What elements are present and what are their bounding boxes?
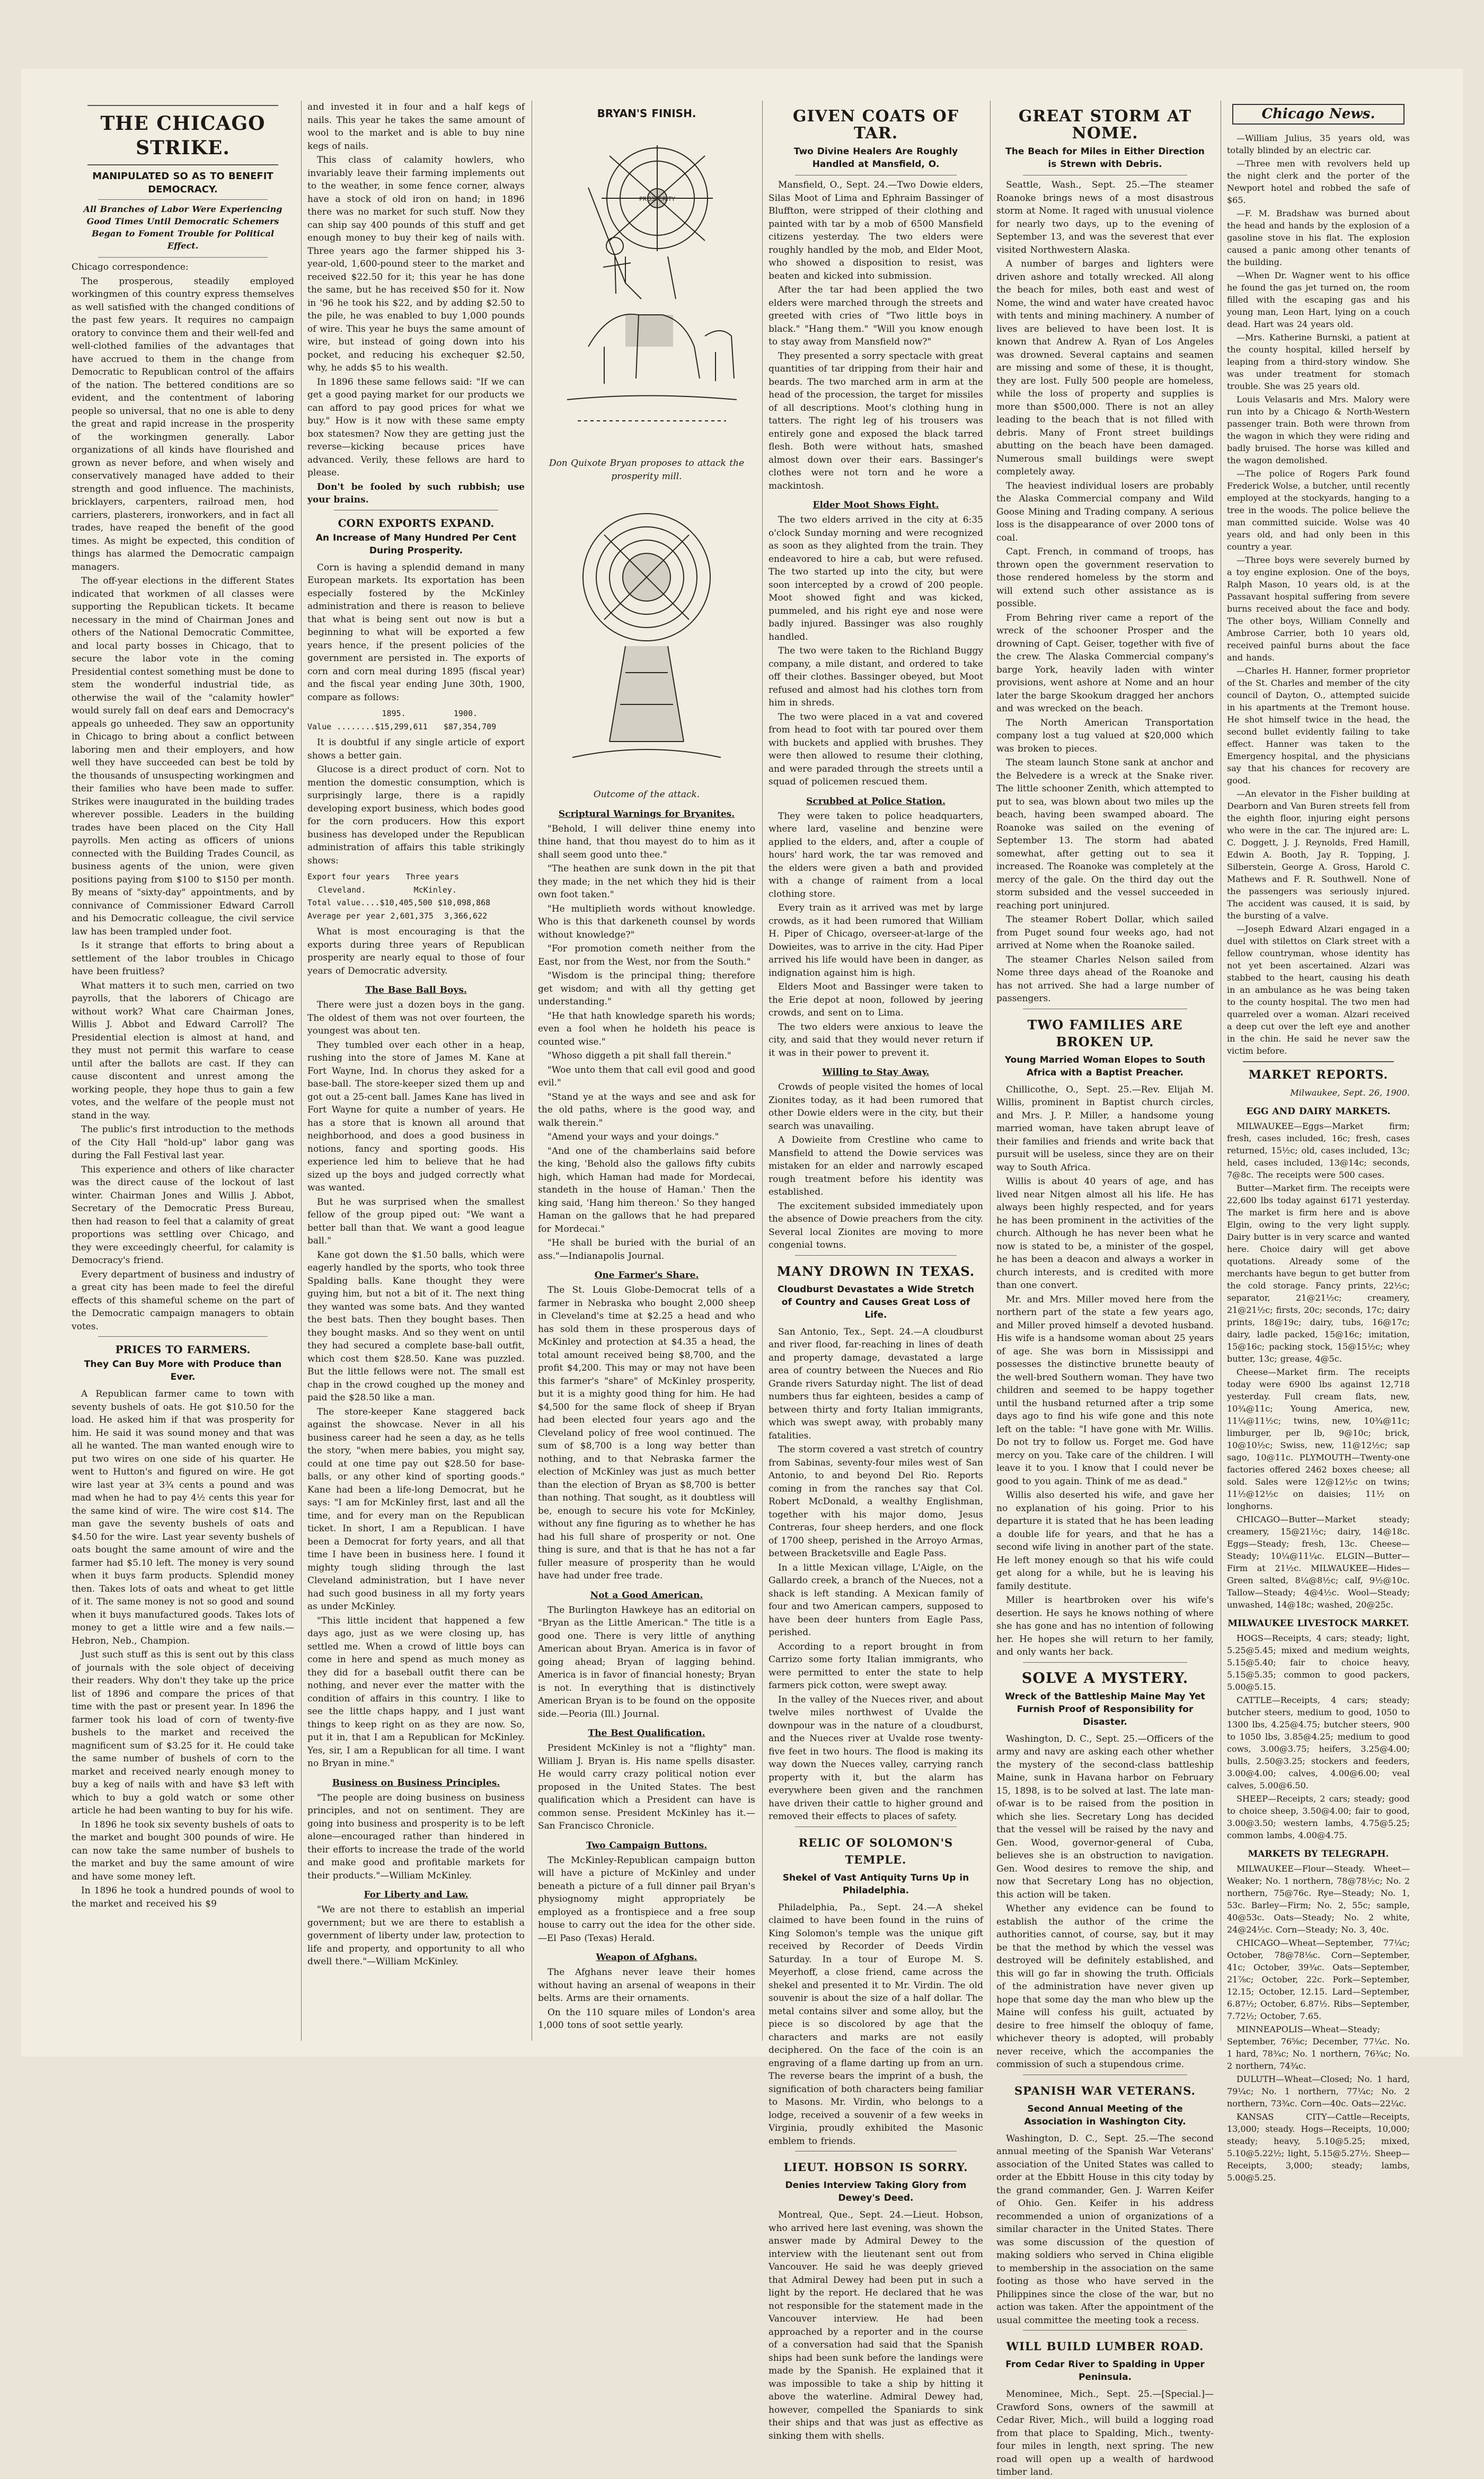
column-5 [996, 101, 1214, 2477]
market-item: SHEEP—Receipts, 2 cars; steady; good to choice sheep, 3.50@4.00; fair to good, 3.00@3.50; western lambs, 4.75@5.25; common lambs, 4.00@4.75. [1227, 1794, 1410, 1840]
subhead-spanish: Second Annual Meeting of the Association in Washington City. [1024, 2103, 1186, 2127]
column-rule [990, 101, 991, 2041]
paragraph: A number of barges and lighters were driven ashore and totally wrecked. All along the beach for miles, both east and west of Nome, the wind and water have created havoc with tents and mining machinery. A number of lives are believed to have been lost. It is known that Andrew A. Ryan of Los Angeles was drowned. Several captains and seamen are missing and some of these, it is thought, they are lost. Fully 500 people are homeless, while the loss of property and supplies is more than $500,000. There is not an alley leading to the beach that is not filled with debris. Many of Front street buildings abutting on the beach have been damaged. Numerous small buildings were swept completely away. [996, 259, 1214, 477]
subhead-shekel: Shekel of Vast Antiquity Turns Up in Philadelphia. [782, 1872, 969, 1896]
paragraph: President McKinley is not a "flighty" man. William J. Bryan is. His name spells disaster. He would carry crazy political notion ever proposed in the United States. The best qualification which a President can have is common sense. President McKinley has it.—San Francisco Chronicle. [538, 1743, 755, 1831]
paragraph: What matters it to such men, carried on two payrolls, that the laborers of Chicago are without work? What care Chairman Jones, Willis J. Abbot and Edward Carroll? The Presidential election is almost at hand, and they must not permit this warfare to cease until after the ballots are cast. If they can cause discontent and unrest among the working people, they hope thus to gain a few votes, and the welfare of the people must not stand in the way. [72, 980, 294, 1121]
heading-scriptural-warnings: Scriptural Warnings for Bryanites. [558, 808, 735, 819]
headline-chicago-strike: THE CHICAGO STRIKE. [100, 112, 266, 159]
paragraph: The storm covered a vast stretch of country from Sabinas, seventy-four miles west of San Antonio, to and beyond Del Rio. Reports coming in from the ranches say that Col. Robert McDonald, a wealthy Englishman, together with his major domo, Jesus Contreras, four sheep herders, and one flock of 1700 sheep, perished in the Arroyo Armas, between Bracketsville and Eagle Pass. [768, 1444, 983, 1559]
market-item: Butter—Market firm. The receipts were 22,600 lbs today against 6171 yesterday. The market is firm here and is above Elgin, owing to the very light supply. Dairy butter is in very scarce and wanted here. Choice dairy will get above quotations. Already some of the merchants have begun to get butter from the cold storage. Fancy prints, 22½c; separator, 21@21½c; creamery, 21@21½c; firsts, 20c; seconds, 17c; dairy prints, 18@19c; dairy, tubs, 16@17c; dairy, ladle packed, 15@16c; imitation, 15@16c; packing stock, 15@15½c; whey butter, 13c; grease, 4@5c. [1227, 1183, 1410, 1364]
headline-lumber-road: WILL BUILD LUMBER ROAD. [1006, 2340, 1204, 2353]
paragraph: There were just a dozen boys in the gang. The oldest of them was not over fourteen, the youngest was about ten. [307, 1000, 525, 1036]
mill-label: PROSPERITY [639, 196, 675, 202]
paragraph: This class of calamity howlers, who invariably leave their farming implements out to the weather, in some fence corner, always have a stock of old iron on hand; in 1896 there was no market for such stuff. Now they can ship say 400 pounds of this stuff and get enough money to buy their keg of nails with. Three years ago the farmer shipped his 3-year-old, 1,600-pound steer to the market and received $22.50 for it; this year he has done the same, but he has received $50 for it. Now in '96 he took his $22, and by adding $2.50 to the pile, he was enabled to buy 1,000 pounds of wire. This year he buys the same amount of wire, but instead of going down into his pocket, and reducing his exchequer $2.50, why, he adds $5 to his wealth. [307, 155, 525, 373]
deck-rule [98, 257, 268, 258]
paragraph: After the tar had been applied the two elders were marched through the streets and greeted with cries of "Two little boys in black." "Hang them." "Will you know enough to stay away from Mansfield now?" [768, 285, 983, 347]
headline-coats-of-tar: GIVEN COATS OF TAR. [792, 107, 959, 143]
headline-many-drown: MANY DROWN IN TEXAS. [776, 1263, 975, 1279]
column-2 [307, 101, 525, 2041]
paragraph: Mansfield, O., Sept. 24.—Two Dowie elders, Silas Moot of Lima and Ephraim Bassinger of Bluffton, were stripped of their clothing and painted with tar by a mob of 6500 Mansfield citizens yesterday. The two elders were roughly handled by the mob, and Elder Moot, who showed a disposition to resist, was beaten and kicked into submission. [768, 180, 983, 281]
paragraph: Capt. French, in command of troops, has thrown open the government reservation to those rendered homeless by the storm and will extend such other assistance as is possible. [996, 546, 1214, 609]
subhead-elopes: Young Married Woman Elopes to South Africa with a Baptist Preacher. [1004, 1054, 1206, 1078]
headline-hobson: LIEUT. HOBSON IS SORRY. [783, 2160, 968, 2174]
paragraph: What is most encouraging is that the exports during three years of Republican prosperity are nearly equal to those of four years of Democratic adversity. [307, 927, 525, 976]
paragraph: The public's first introduction to the methods of the City Hall "hold-up" labor gang was during the Fall Festival last year. [72, 1124, 294, 1161]
subhead-cloudburst: Cloudburst Devastates a Wide Stretch of Country and Causes Great Loss of Life. [778, 1284, 974, 1320]
paragraph: "He that hath knowledge spareth his words; even a fool when he holdeth his peace is counted wise." [538, 1010, 755, 1047]
paragraph: Menominee, Mich., Sept. 25.—[Special.]—Crawford Sons, owners of the sawmill at Cedar River, Mich., will build a logging road from that place to Spalding, Mich., twenty-four miles in length, next spring. The new road will open up a wealth of hardwood timber land. [996, 2389, 1214, 2477]
paragraph: Philadelphia, Pa., Sept. 24.—A shekel claimed to have been found in the ruins of King Solomon's temple was the unique gift received by Recorder of Deeds Virdin Saturday. In a tour of Europe M. S. Meyerhoff, a close friend, came across the shekel and presented it to Mr. Virdin. The old souvenir is about the size of a half dollar. The metal contains silver and some alloy, but the piece is so discolored by age that the characters and marks are not easily deciphered. On the face of the coin is an engraving of a flame darting up from an urn. The reverse bears the imprint of a bush, the signification of both characters being familiar to Masons. Mr. Virdin, who belongs to a lodge, received a souvenir of a few weeks in Virginia, proudly exhibited the Masonic emblem to friends. [768, 1902, 983, 2147]
news-item: —Joseph Edward Alzari engaged in a duel with stilettos on Clark street with a fellow countryman, whose identity has not yet been ascertained. Alzari was stabbed to the heart, causing his death in an ambulance as he was being taken to the county hospital. The two men had quarreled over a woman. Alzari received a deep cut over the left eye and another in the chin. He said he never saw the victim before. [1227, 924, 1410, 1056]
paragraph: "And one of the chamberlains said before the king, 'Behold also the gallows fifty cubits high, which Haman had made for Mordecai, standeth in the house of Haman.' Then the king said, 'Hang him thereon.' So they hanged Haman on the gallows that he had prepared for Mordecai." [538, 1145, 755, 1234]
news-item: —An elevator in the Fisher building at Dearborn and Van Buren streets fell from the eighth floor, injuring eight persons who were in the car. The injured are: L. C. Doggett, J. J. Reynolds, Fred Hamill, Edwin A. Booth, Jay R. Topping, J. Silberstein, George A. Gross, Harold C. Mathews and F. R. Southwell. None of the passengers was seriously injured. The accident was caused, it is said, by the bursting of a valve. [1227, 789, 1410, 921]
paragraph: But he was surprised when the smallest fellow of the group piped out: "We want a better ball than that. We want a good league ball." [307, 1196, 525, 1246]
paragraph: The McKinley-Republican campaign button will have a picture of McKinley and under beneath a picture of a full dinner pail Bryan's physiognomy might appropriately be employed as a frontispiece and a free soup house to carry out the idea for the other side.—El Paso (Texas) Herald. [538, 1855, 755, 1944]
column-1 [72, 101, 294, 2041]
paragraph: The steam launch Stone sank at anchor and the Belvedere is a wreck at the Snake river. The little schooner Zenith, which attempted to put to sea, was blown about two miles up the beach, having been swamped aboard. The Roanoke was sailed on the evening of September 13. The storm had abated somewhat, after getting out to sea it increased. The Roanoke was completely at the mercy of the gale. On the third day out the storm subsided and the vessel succeeded in reaching port uninjured. [996, 757, 1214, 911]
column-6 [1227, 101, 1410, 2183]
heading-best-qualification: The Best Qualification. [588, 1728, 705, 1739]
heading-egg-dairy: EGG AND DAIRY MARKETS. [1246, 1106, 1391, 1117]
paragraph: In 1896 he took six seventy bushels of oats to the market and bought 300 pounds of wire. He can now take the same number of bushels to the market and buy the same amount of wire and have some money left. [72, 1819, 295, 1882]
paragraph: Corn is having a splendid demand in many European markets. Its exportation has been especially fostered by the McKinley administration and there is reason to believe that what is being sent out now is but a beginning to what will be exported a few years hence, if the present policies of the government are persisted in. The exports of corn and corn meal during 1895 (fiscal year) and the fiscal year ending June 30th, 1900, compare as follows: [307, 562, 525, 703]
paragraph: The two were taken to the Richland Buggy company, a mile distant, and ordered to take off their clothes. Bassinger obeyed, but Moot refused and almost had his clothes torn from him in shreds. [768, 646, 983, 708]
market-item: CATTLE—Receipts, 4 cars; steady; butcher steers, medium to good, 1050 to 1300 lbs, 4.25@4.75; butcher steers, 900 to 1050 lbs, 3.85@4.25; medium to good cows, 3.00@3.75; heifers, 3.25@4.00; bulls, 2.50@3.25; stockers and feeders, 3.00@4.00; calves, 4.00@6.00; veal calves, 5.00@6.50. [1227, 1695, 1410, 1790]
paragraph: Every train as it arrived was met by large crowds, as it had been rumored that William H. Piper of Chicago, overseer-at-large of the Dowieites, was to arrive in the city. Had Piper arrived his life would have been in danger, as indignation against him is high. [768, 903, 983, 978]
headline-two-families: TWO FAMILIES ARE BROKEN UP. [1027, 1017, 1183, 1049]
news-item: —Mrs. Katherine Burnski, a patient at the county hospital, killed herself by leaping from a third-story window. She was under treatment for stomach trouble. She was 25 years old. [1227, 332, 1410, 391]
paragraph: Washington, D. C., Sept. 25.—The second annual meeting of the Spanish War Veterans' association of the United States was called to order at the Ebbitt House in this city today by the grand commander, Gen. J. Warren Keifer of Ohio. Gen. Keifer in his address recommended a union of organizations of a similar character in the United States. There was some discussion of the question of making soldiers who served in China eligible to membership in the association on the same footing as those who have served in the Philippines since the close of the war, but no action was taken. After the appointment of the usual committee the meeting took a recess. [996, 2133, 1214, 2326]
paragraph: Whether any evidence can be found to establish the author of the crime the authorities cannot, of course, say, but it may be that the method by which the vessel was destroyed will be definitely established, and this will go far in showing the truth. Officials of the administration have never given up hope that some day the man who blew up the Maine will confess his guilt, actuated by desire to free himself the obloquy of fame, whichever theory is adopted, will probably never receive, which the accompanies the commission of such a stupendous crime. [996, 1903, 1214, 2070]
paragraph: This experience and others of like character was the direct cause of the lockout of last winter. Chairman Jones and Willis J. Abbot, Secretary of the Democratic Press Bureau, then had reason to feel that a calamity of great proportions was settling over Chicago, and they were exceedingly cheerful, for calamity is Democracy's friend. [72, 1164, 294, 1266]
paragraph: Chicago correspondence: [72, 262, 189, 272]
paragraph: According to a report brought in from Carrizo some forty Italian immigrants, who were permitted to enter the state to help farmers pick cotton, were swept away. [768, 1641, 983, 1691]
paragraph: Every department of business and industry of a great city has been made to feel the direful effects of this shameful scheme on the part of the Democratic campaign managers to obtain votes. [72, 1269, 294, 1332]
cartoon-title: BRYAN'S FINISH. [597, 107, 696, 120]
paragraph: In 1896 he took a hundred pounds of wool to the market and received his $9 [72, 1885, 294, 1909]
paragraph: Washington, D. C., Sept. 25.—Officers of the army and navy are asking each other whether the mystery of the second-class battleship Maine, sunk in Havana harbor on February 15, 1898, is to be solved at last. The late man-of-war is to be raised from the position in which she lies. Secretary Long has decided that the vessel will be raised by the navy and Gen. Wood, governor-general of Cuba, believes she is an obstruction to navigation. Gen. Wood desires to remove the ship, and now that Secretary Long has no objection, this action will be taken. [996, 1733, 1214, 1900]
heading-prices-to-farmers: PRICES TO FARMERS. [115, 1343, 251, 1356]
heading-liberty-law: For Liberty and Law. [364, 1890, 469, 1900]
paragraph: The steamer Robert Dollar, which sailed from Puget sound four weeks ago, had not arrived at Nome when the Roanoke sailed. [996, 914, 1214, 951]
heading-base-ball-boys: The Base Ball Boys. [365, 985, 467, 995]
paragraph: Seattle, Wash., Sept. 25.—The steamer Roanoke brings news of a most disastrous storm at Nome. It raged with unusual violence for nearly two days, up to the evening of September 13, and was the severest that ever visited Northwestern Alaska. [996, 180, 1214, 255]
chicago-news-box: Chicago News. [1232, 104, 1404, 125]
column-4 [768, 101, 983, 2441]
paragraph: "Behold, I will deliver thine enemy into thine hand, that thou mayest do to him as it shall seem good unto thee." [538, 823, 755, 860]
paragraph: The heaviest individual losers are probably the Alaska Commercial company and Wild Goose Mining and Trading company. A serious loss is the disappearance of over 2000 tons of coal. [996, 480, 1214, 543]
paragraph: "Woe unto them that call evil good and good evil." [538, 1064, 755, 1088]
paragraph: Willis is about 40 years of age, and has lived near Nitgen almost all his life. He has always been highly respected, and for years he has been prominent in the activities of the church. Although he has never been what he now is stated to be, a minister of the gospel, he has been a deacon and always a worker in church interests, and is credited with more than one convert. [996, 1176, 1214, 1291]
paragraph: A Republican farmer came to town with seventy bushels of oats. He got $10.50 for the load. He asked him if that was prosperity for him. He said it was sound money and that was all he wanted. The man wanted enough wire to put two wires on one side of his quarter. He went to Hutton's and figured on wire. He got wire last year at 3¾ cents a pound and was mad when he had to pay 4½ cents this year for the same kind of wire. The wire cost $14. The man gave the seventy bushels of oats and $4.50 for the wire. Last year seventy bushels of oats bought the same amount of wire and the farmer had $5.10 left. The money is very sound when it buys farm products. Splendid money then. Takes lots of oats and wheat to get little of it. The same money is not so good and sound when it buys manufactured goods. Takes lots of money to get a little wire and a few nails.—Hebron, Neb., Champion. [72, 1389, 294, 1646]
paragraph: The Burlington Hawkeye has an editorial on "Bryan as the Little American." The title is a good one. There is very little of anything American about Bryan. America is in favor of going ahead; Bryan of lagging behind. America is in favor of financial honesty; Bryan is not. In everything that is distinctively American Bryan is to be found on the opposite side.—Peoria (Ill.) Journal. [538, 1604, 755, 1719]
paragraph: The two elders were anxious to leave the city, and said that they would never return if it was in their power to prevent it. [768, 1021, 983, 1058]
heading-campaign-buttons: Two Campaign Buttons. [586, 1840, 708, 1851]
heading-weapon-afghans: Weapon of Afghans. [596, 1952, 697, 1963]
news-item: —F. M. Bradshaw was burned about the head and hands by the explosion of a gasoline stove in his flat. The explosion caused a panic among other tenants of the building. [1227, 208, 1410, 267]
heading-telegraph: MARKETS BY TELEGRAPH. [1248, 1849, 1389, 1859]
caption-outcome: Outcome of the attack. [593, 789, 700, 800]
paragraph: On the 110 square miles of London's area 1,000 tons of soot settle yearly. [538, 2007, 755, 2031]
paragraph: From Behring river came a report of the wreck of the schooner Prosper and the drowning of Capt. Geiser, together with five of the crew. The Alaska Commercial company's barge York, heavily laden with winter provisions, went ashore at Nome and an hour later the barge Skookum dragged her anchors and was wrecked on the beach. [996, 612, 1214, 714]
news-item: —Charles H. Hanner, former proprietor of the St. Charles and member of the city council of Dayton, O., attempted suicide in his apartments at the Tremont house. He shot himself twice in the head, the second bullet evidently failing to take effect. Hanner was taken to the Emergency hospital, and the physicians say that his chances for recovery are good. [1227, 666, 1410, 786]
market-item: HOGS—Receipts, 4 cars; steady; light, 5.25@5.45; mixed and medium weights, 5.15@5.40; fair to choice heavy, 5.15@5.35; common to good packers, 5.00@5.15. [1227, 1633, 1410, 1692]
paragraph: Is it strange that efforts to bring about a settlement of the labor troubles in Chicago have been fruitless? [72, 940, 294, 977]
paragraph: "He multiplieth words without knowledge. Who is this that darkeneth counsel by words without knowledge?" [538, 903, 755, 940]
paragraph: "We are not there to establish an imperial government; but we are there to establish a government of liberty under law, protection to life and property, and opportunity to all who dwell there."—William McKinley. [307, 1904, 525, 1967]
corn-export-table: 1895. 1900. Value ........$15,299,611 $87,354,709 [307, 709, 497, 731]
headline-rule [87, 164, 278, 165]
subhead-lumber: From Cedar River to Spalding in Upper Peninsula. [1005, 2359, 1205, 2383]
paragraph: In a little Mexican village, L'Aigle, on the Gallardo creek, a branch of the Nueces, not a shack is left standing. A Mexican family of four and two American campers, supposed to have been deer hunters from Eagle Pass, perished. [768, 1562, 983, 1638]
market-item: DULUTH—Wheat—Closed; No. 1 hard, 79¼c; No. 1 northern, 77¼c; No. 2 northern, 73¾c. Corn—40c. Oats—22¼c. [1227, 2074, 1410, 2109]
paragraph: The Afghans never leave their homes without having an arsenal of weapons in their belts. Arms are their ornaments. [538, 1967, 755, 2004]
headline-solve-mystery: SOLVE A MYSTERY. [1021, 1670, 1189, 1687]
paragraph: Kane got down the $1.50 balls, which were eagerly handled by the sports, who took three Spalding balls. Kane thought they were guying him, but not a bit of it. The next thing they wanted was some bats. And they wanted the best bats. Then they bought bases. Then they bought masks. And so they went on until they had secured a complete base-ball outfit, which cost them $28.50. Kane was puzzled. But the little fellows were not. The small est chap in the crowd coughed up the money and paid the $28.50 like a man. [307, 1249, 525, 1403]
paragraph: "He shall be buried with the burial of an ass."—Indianapolis Journal. [538, 1238, 755, 1261]
news-item: —The police of Rogers Park found Frederick Wolse, a butcher, until recently employed at the stockyards, hanging to a tree in the woods. The police believe the man committed suicide. Wolse was 40 years old, and had only been in this country a year. [1227, 469, 1410, 552]
news-item: —Three boys were severely burned by a toy engine explosion. One of the boys, Ralph Mason, 10 years old, is at the Passavant hospital suffering from severe burns received about the face and body. The other boys, William Connelly and Ambrose Carrier, both 10 years old, received painful burns about the face and hands. [1227, 555, 1410, 663]
market-item: MINNEAPOLIS—Wheat—Steady; September, 76⅝c; December, 77¼c. No. 1 hard, 78¾c; No. 1 northern, 76¾c; No. 2 northern, 74¾c. [1227, 2024, 1410, 2071]
section-rule [1023, 1662, 1187, 1663]
heading-willing-stay-away: Willing to Stay Away. [822, 1067, 930, 1078]
market-dateline: Milwaukee, Sept. 26, 1900. [1290, 1088, 1410, 1098]
section-rule [1243, 1061, 1394, 1062]
subhead-divine-healers: Two Divine Healers Are Roughly Handled at Mansfield, O. [793, 146, 958, 170]
news-item: —Three men with revolvers held up the night clerk and the porter of the Newport hotel and robbed the safe of $65. [1227, 158, 1410, 205]
market-item: KANSAS CITY—Cattle—Receipts, 13,000; steady. Hogs—Receipts, 10,000; steady; heavy, 5.10@5.25; mixed, 5.10@5.22½; light, 5.15@5.27½. Sheep—Receipts, 3,000; steady; lambs, 5.00@5.25. [1227, 2112, 1410, 2183]
news-item: Louis Velasaris and Mrs. Malory were run into by a Chicago & North-Western passenger train. Both were thrown from the wagon in which they were riding and badly bruised. The horse was killed and the wagon demolished. [1227, 394, 1410, 465]
column-rule [762, 101, 763, 2041]
top-rule [87, 105, 278, 106]
deck-all-branches: All Branches of Labor Were Experiencing Good Times Until Democratic Schemers Began to Foment Trouble for Political Effect. [83, 204, 282, 251]
paragraph: "This little incident that happened a few days ago, just as we were closing up, has settled me. When a crowd of little boys can come in here and spend as much money as they did for a baseball outfit there can be nothing, and never ever the matter with the condition of affairs in this country. I like to see the little chaps happy, and I just want things to keep right on as they are now. So, put it in, that I am a Republican for McKinley. Yes, sir, I am a Republican for all time. I want no Bryan in mine." [307, 1615, 525, 1769]
paragraph: The North American Transportation company lost a tug valued at $20,000 which was broken to pieces. [996, 717, 1214, 754]
column-3 [538, 101, 755, 2041]
paragraph: Don't be fooled by such rubbish; use your brains. [307, 481, 525, 505]
paragraph: They tumbled over each other in a heap, rushing into the store of James M. Kane at Fort Wayne, Ind. In chorus they asked for a base-ball. The store-keeper sized them up and got out a 25-cent ball. James Kane has lived in Fort Wayne for quite a number of years. He has a store that is known all around that neighborhood, and does a good business in notions, fancy and sporting goods. His experience led him to believe that he had sized up the boys and judged correctly what was wanted. [307, 1039, 525, 1193]
paragraph: The St. Louis Globe-Democrat tells of a farmer in Nebraska who bought 2,000 sheep in Cleveland's time at $2.25 a head and who has sold them in these prosperous days of McKinley and protection at $4.35 a head, the total amount received being $8,700, and the profit $4,200. This may or may not have been this farmer's "share" of McKinley prosperity, but it is a mighty good thing for him. He had $4,500 for the same flock of sheep if Bryan had been elected four years ago and the Cleveland policy of free wool continued. The sum of $8,700 is a long way better than nothing, and to that Nebraska farmer the election of McKinley was just as much better than the election of Bryan as $8,700 is better than nothing. That sought, as it doubtless will be, enough to secure his vote for McKinley, without any fine figuring as to whether he has had his full share of prosperity or not. One thing is sure, and that is that he has not a far fuller measure of prosperity than he would have had under free trade. [538, 1285, 755, 1581]
heading-corn-exports: CORN EXPORTS EXPAND. [338, 516, 494, 530]
subhead-beach: The Beach for Miles in Either Direction is Strewn with Debris. [1005, 146, 1205, 170]
market-item: CHICAGO—Butter—Market steady; creamery, 15@21½c; dairy, 14@18c. Eggs—Steady; fresh, 13c. Cheese—Steady; 10¼@11¼c. ELGIN—Butter—Firm at 21½c. MILWAUKEE—Hides—Green salted, 8¼@8½c; calf, 9½@10c. Tallow—Steady; 4@4½c. Wool—Steady; unwashed, 14@18c; washed, 20@25c. [1227, 1514, 1410, 1610]
paragraph: Glucose is a direct product of corn. Not to mention the domestic consumption, which is surprisingly large, there is a rapidly developing export business, which bodes good for the corn producers. How this export business has developed under the Republican administration of affairs this table strikingly shows: [307, 764, 525, 866]
news-item: —William Julius, 35 years old, was totally blinded by an electric car. [1227, 133, 1410, 155]
paragraph: The steamer Charles Nelson sailed from Nome three days ahead of the Roanoke and has not arrived. She had a large number of passengers. [996, 954, 1214, 1004]
subheading-prices: They Can Buy More with Produce than Ever. [84, 1359, 282, 1382]
heading-livestock: MILWAUKEE LIVESTOCK MARKET. [1227, 1618, 1409, 1629]
section-rule [98, 1336, 268, 1337]
paragraph: San Antonio, Tex., Sept. 24.—A cloudburst and river flood, far-reaching in lines of death and property damage, devastated a large area of country between the Nueces and Rio Grande rivers Saturday night. The list of dead numbers thus far eighteen, besides a camp of between thirty and forty Italian immigrants, which was swept away, with probably many fatalities. [768, 1326, 983, 1441]
subheading-corn: An Increase of Many Hundred Per Cent During Prosperity. [315, 532, 517, 556]
paragraph: "Whoso diggeth a pit shall fall therein." [547, 1051, 731, 1061]
paragraph: They presented a sorry spectacle with great quantities of tar dripping from their hair and beards. The two marched arm in arm at the head of the procession, the target for missiles of all descriptions. Moot's clothing hung in tatters. The right leg of his trousers was entirely gone and exposed the black tarred flesh. Both were without hats, smashed almost down over their ears. Bassinger's clothes were not torn and he wore a mackintosh. [768, 350, 983, 491]
headline-relic: RELIC OF SOLOMON'S TEMPLE. [798, 1836, 953, 1866]
heading-market-reports: MARKET REPORTS. [1248, 1068, 1389, 1082]
subhead-rule [98, 199, 268, 200]
paragraph: Willis also deserted his wife, and gave her no explanation of his going. Prior to his departure it is stated that he has been leading a double life for years, and that he has a second wife living in another part of the state. He left money enough so that his wife could get along for a while, but he is leaving his family destitute. [996, 1490, 1214, 1592]
market-item: CHICAGO—Wheat—September, 77¼c; October, 78@78⅛c. Corn—September, 41c; October, 39¾c. Oats—September, 21⅞c; October, 22c. Pork—September, 12.15; October, 12.15. Lard—September, 6.87½; October, 6.87½. Ribs—September, 7.72½; October, 7.65. [1227, 1938, 1410, 2021]
heading-business-principles: Business on Business Principles. [332, 1777, 500, 1788]
news-item: —When Dr. Wagner went to his office he found the gas jet turned on, the room filled with the escaping gas and his young man, Leon Hart, lying on a couch dead. Hart was 24 years old. [1227, 270, 1410, 329]
paragraph: "Amend your ways and your doings." [547, 1132, 719, 1142]
heading-scrubbed: Scrubbed at Police Station. [806, 796, 946, 807]
paragraph: "For promotion cometh neither from the East, nor from the West, nor from the South." [538, 943, 755, 967]
paragraph: It is doubtful if any single article of export shows a better gain. [307, 737, 525, 761]
glucose-export-table: Export four years Three years Cleveland. McKinley. Total value....$10,405,500 $10,098,868 Average per year 2,601,375 3,366,622 [307, 872, 491, 921]
paragraph: "Stand ye at the ways and see and ask for the old paths, where is the good way, and walk therein." [538, 1091, 755, 1128]
paragraph: The store-keeper Kane staggered back against the showcase. Never in all his business career had he seen a day, as he tells the story, "when mere babies, you might say, could at one time pay out $28.50 for base-balls, or any other kind of sporting goods." Kane had been a life-long Democrat, but he says: "I am for McKinley first, last and all the time, and for every man on the Republican ticket. In short, I am a Republican. I have been a Democrat for forty years, and all that time I have been in business here. I found it mighty tough sliding through the last Cleveland administration, but I have never had such good business in all my forty years as under McKinley. [307, 1406, 525, 1612]
paragraph: In the valley of the Nueces river, and about twelve miles northwest of Uvalde the downpour was in the nature of a cloudburst, and the Nueces river at Uvalde rose twenty-five feet in two hours. The flood is making its way down the Nueces valley, carrying ranch property with it, but the alarm has everywhere been given and the ranchmen have driven their cattle to higher ground and removed their effects to places of safety. [768, 1694, 983, 1822]
heading-elder-moot: Elder Moot Shows Fight. [812, 500, 939, 510]
paragraph: The two were placed in a vat and covered from head to foot with tar poured over them with buckets and applied with brushes. They were then allowed to resume their clothing, and were paraded through the streets until a squad of policemen rescued them. [768, 711, 983, 787]
paragraph: The two elders arrived in the city at 6:35 o'clock Sunday morning and were recognized as soon as they alighted from the train. They endeavored to hire a cab, but were refused. The two started up into the city, but were soon intercepted by a crowd of 200 people. Moot showed fight and was kicked, pummeled, and his right eye and nose were badly injured. Bassinger was also roughly handled. [768, 515, 983, 642]
market-item: Cheese—Market firm. The receipts today were 6900 lbs against 12,718 yesterday. Full cream flats, new, 10¾@11c; Young America, new, 11¼@11½c; twins, new, 10¾@11c; limburger, per lb, 9@10c; brick, 10@10½c; Swiss, new, 11@12½c; sap sago, 10@11c. PLYMOUTH—Twenty-one factories offered 2462 boxes cheese; all sold. Sales were 12@12½c on twins; 11½@12½c on daisies; 11½ on longhorns. [1227, 1367, 1410, 1511]
subhead-hobson: Denies Interview Taking Glory from Dewey's Deed. [785, 2180, 967, 2203]
paragraph: They were taken to police headquarters, where lard, vaseline and benzine were applied to the elders, and, after a couple of hours' hard work, the tar was removed and the elders were given a bath and provided with a change of raiment from a local clothing store. [768, 810, 983, 899]
heading-one-farmers-share: One Farmer's Share. [594, 1270, 699, 1281]
cartoon-outcome-illustration [546, 487, 747, 784]
section-rule [795, 1255, 957, 1256]
paragraph: Just such stuff as this is sent out by this class of journals with the sole object of deceiving their readers. Why don't they take up the price list of 1896 and compare the prices of that time with the past or present year. In 1896 the farmer took his load of corn of twenty-five bushels to the market and received the magnificent sum of $3.25 for it. He could take the same number of bushels of corn to the market and received nearly enough money to buy a keg of nails with and have $3 left with which to buy a gold watch or some other article he had been wanting to buy for his wife. [72, 1649, 294, 1816]
paragraph: Elders Moot and Bassinger were taken to the Erie depot at noon, followed by jeering crowds, and sent on to Lima. [768, 982, 983, 1018]
subhead-manipulated: MANIPULATED SO AS TO BENEFIT DEMOCRACY. [92, 171, 273, 195]
paragraph: The excitement subsided immediately upon the absence of Dowie preachers from the city. Several local Zionites are moving to more congenial towns. [768, 1201, 983, 1250]
paragraph: The prosperous, steadily employed workingmen of this country express themselves as well satisfied with the changed conditions of the past few years. It requires no campaign oratory to convince them and their well-fed and well-clothed families of the advantages that have accrued to them in the change from Democratic to Republican control of the affairs of the nation. The bettered conditions are so evident, and the contentment of laboring people so universal, that no one is able to deny the great and rapid increase in the prosperity of the workingmen generally. Labor organizations of all kinds have flourished and grown as never before, and when wisely and conservatively managed have added to their strength and good influence. The machinists, bricklayers, carpenters, railroad men, hod carriers, plasterers, ironworkers, and in fact all trades, have reaped the benefit of the good times. As might be expected, this condition of things has alarmed the Democratic campaign managers. [72, 276, 294, 572]
heading-not-good-american: Not a Good American. [590, 1590, 703, 1601]
paragraph: A Dowieite from Crestline who came to Mansfield to attend the Dowie services was mistaken for an elder and narrowly escaped rough treatment before his identity was established. [768, 1135, 983, 1197]
subhead-maine: Wreck of the Battleship Maine May Yet Furnish Proof of Responsibility for Disaster. [1005, 1691, 1205, 1727]
paragraph: "The heathen are sunk down in the pit that they made; in the net which they hid is their own foot taken." [538, 863, 755, 900]
market-item: MILWAUKEE—Eggs—Market firm; fresh, cases included, 16c; fresh, cases returned, 15½c; old, cases included, 13c; held, cases included, 13@14c; seconds, 7@8c. The receipts were 500 cases. [1227, 1121, 1410, 1180]
paragraph: In 1896 these same fellows said: "If we can get a good paying market for our products we can afford to pay good prices for what we buy." How is it now with these same empty box statesmen? Now they are getting just the reverse—kicking because prices have advanced. Verily, these fellows are hard to please. [307, 376, 525, 478]
section-rule [1023, 2330, 1187, 2331]
paragraph: Montreal, Que., Sept. 24.—Lieut. Hobson, who arrived here last evening, was shown the answer made by Admiral Dewey to the interview with the lieutenant sent out from Vancouver. He said he was deeply grieved that Admiral Dewey had been put in such a light by the report. He declared that he was not responsible for the statement made in the Vancouver interview. He had been approached by a reporter and in the course of a conversation had said that the Spanish ships had been sunk before the landings were made by the Spanish. He explained that it was impossible to take a ship by hitting it above the waterline. Admiral Dewey had, however, compelled the Spaniards to sink their ships and that was just as effective as sinking them with shells. [768, 2210, 983, 2441]
paragraph: Crowds of people visited the homes of local Zionites today, as it had been rumored that other Dowie elders were in the city, but their search was unavailing. [768, 1082, 983, 1132]
paragraph: The off-year elections in the different States indicated that workmen of all classes were supporting the Republican tickets. It became necessary in the mind of Chairman Jones and others of the National Democratic Committee, and local party bosses in Chicago, that to secure the labor vote in the coming Presidential contest something must be done to stem the wonderful industrial tide, as otherwise the wail of the "calamity howler" would surely fall on deaf ears and Democracy's appeals go unheeded. They saw an opportunity in Chicago to bring about a conflict between laboring men and their employers, and how well they have succeeded can best be told by the thousands of unsuspecting workingmen and their families who have been made to suffer. Strikes were inaugurated in the building trades wherever possible. Leaders in the building trades have been placed on the City Hall payrolls. Men acting as officers of unions connected with the Building Trades Council, as business agents of the union, were given positions paying from $100 to $150 per month. By means of "sixty-day" appointments, and by connivance of Commissioner Edward Carroll and his Democratic colleague, the civil service law has been trampled under foot. [72, 576, 294, 937]
paragraph: Mr. and Mrs. Miller moved here from the northern part of the state a few years ago, and Miller proved himself a devoted husband. His wife is a handsome woman about 25 years of age. She was born in Mississippi and possesses the distinctive brunette beauty of the well-bred Southern woman. They have two children and seemed to be happy together until the husband returned after a trip some days ago to find his wife gone and this note left on the table: "I have gone with Mr. Willis. Do not try to follow us. Forget me. God have mercy on you. Take care of the children. I will leave it to you. I know that I could never be good to you again. Think of me as dead." [996, 1294, 1214, 1487]
market-item: MILWAUKEE—Flour—Steady. Wheet—Weaker; No. 1 northern, 78@78½c; No. 2 northern, 75@76c. Rye—Steady; No. 1, 53c. Barley—Firm; No. 2, 55c; sample, 40@53c. Oats—Steady; No. 2 white, 24@24½c. Corn—Steady; No. 3, 40c. [1227, 1864, 1410, 1935]
headline-storm-at-nome: GREAT STORM AT NOME. [1018, 107, 1192, 143]
paragraph: "The people are doing business on business principles, and not on sentiment. They are going into business and prosperity is to be left alone—encouraged rather than hindered in their efforts to increase the trade of the world and make good and profitable markets for their products."—William McKinley. [307, 1792, 525, 1881]
paragraph: Chillicothe, O., Sept. 25.—Rev. Elijah M. Willis, prominent in Baptist church circles, and Mrs. J. P. Miller, a handsome young married woman, have taken abrupt leave of their families and friends and write back that pursuit will be useless, since they are on their way to South Africa. [996, 1084, 1214, 1173]
caption-don-quixote: Don Quixote Bryan proposes to attack the prosperity mill. [549, 458, 745, 482]
column-rule [301, 101, 302, 2041]
paragraph: and invested it in four and a half kegs of nails. This year he takes the same amount of wool to the market and is able to buy nine kegs of nails. [307, 102, 525, 152]
paragraph: Miller is heartbroken over his wife's desertion. He says he knows nothing of where she has gone and has no intention of following her. He hopes she will return to her family, and only wants her back. [996, 1595, 1214, 1657]
cartoon-don-quixote-illustration [546, 124, 747, 453]
newspaper-page [21, 69, 1463, 2477]
paragraph: "Wisdom is the principal thing; therefore get wisdom; and with all thy getting get understanding." [538, 971, 755, 1007]
headline-spanish-veterans: SPANISH WAR VETERANS. [1014, 2084, 1196, 2097]
